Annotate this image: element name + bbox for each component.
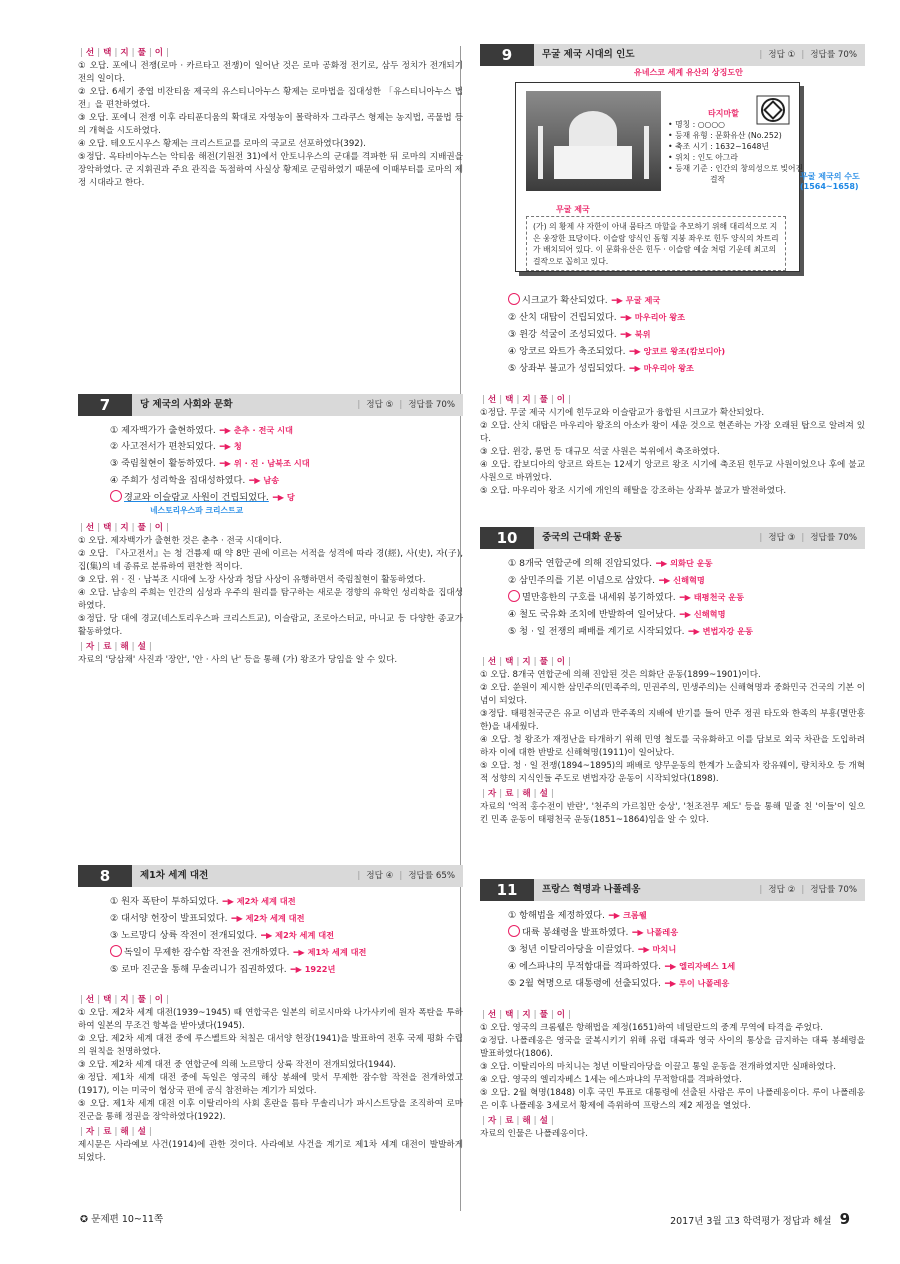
q11-tag: | 선 | 택 | 지 | 풀 | 이 | bbox=[482, 1010, 572, 1020]
q7-expl-5: ⑤정답. 당 대에 경교(네스토리우스파 크리스트교), 이슬람교, 조로아스터교, 마니교 등 다양한 종교가 활동하였다. bbox=[78, 614, 463, 637]
q9-choice-5: ⑤ 상좌부 불교가 성립되었다. ━▶ 마우리아 왕조 bbox=[508, 363, 694, 374]
q11-expl-5: ⑤ 오답. 2월 혁명(1848) 이후 국민 투표로 대통령에 선출된 사람은 루이 나폴레옹이다. 루이 나폴레옹은 이후 나폴레옹 3세로서 황제에 즉위하여 프랑스의 제2 제정을 열었다. bbox=[480, 1088, 865, 1111]
q8-expl-2: ② 오답. 제2차 세계 대전 중에 루스벨트와 처칠은 대서양 헌장(1941)을 발표하여 전후 국제 평화 수립의 원칙을 천명하였다. bbox=[78, 1034, 463, 1057]
q8-answer: | 정답 ④ | 정답률 65% bbox=[357, 871, 455, 881]
q10-expl-4: ④ 오답. 청 왕조가 재정난을 타개하기 위해 민영 철도를 국유화하고 이를 담보로 외국 차관을 도입하려 하자 이에 대한 반발로 신해혁명(1911)이 일어났다. bbox=[480, 735, 865, 758]
q10-expl-2: ② 오답. 쑨원이 제시한 삼민주의(민족주의, 민권주의, 민생주의)는 신해혁명과 중화민국 건국의 기본 이념이 되었다. bbox=[480, 683, 865, 706]
unesco-callout: 유네스코 세계 유산의 상징도안 bbox=[634, 68, 743, 77]
q10-choice-2: ② 삼민주의를 기본 이념으로 삼았다. ━▶ 신해혁명 bbox=[508, 575, 705, 586]
q8-tag: | 선 | 택 | 지 | 풀 | 이 | bbox=[80, 995, 170, 1005]
q7-explanation bbox=[78, 522, 463, 667]
q7-choice-4: ④ 주희가 성리학을 집대성하였다. ━▶ 남송 bbox=[110, 475, 280, 486]
q11-data-tag: | 자 | 료 | 해 | 설 | bbox=[482, 1116, 555, 1126]
q7-sub-note: 네스토리우스파 크리스트교 bbox=[150, 506, 244, 515]
q9-number: 9 bbox=[480, 44, 534, 66]
answer-check-icon bbox=[110, 945, 122, 957]
q11-expl-4: ④ 오답. 영국의 엘리자베스 1세는 에스파냐의 무적함대를 격파하였다. bbox=[480, 1075, 742, 1085]
q10-title: 중국의 근대화 운동 bbox=[542, 532, 623, 543]
q11-choice-4: ④ 에스파냐의 무적함대를 격파하였다. ━▶ 엘리자베스 1세 bbox=[508, 961, 736, 972]
mughal-callout: 무굴 제국 bbox=[556, 205, 590, 214]
q7-title: 당 제국의 사회와 문화 bbox=[140, 399, 233, 410]
q6-line-5: ⑤정답. 옥타비아누스는 악티움 해전(기원전 31)에서 안토니우스의 군대를 격파한 뒤 로마의 지배권을 장악하였다. 군 지휘권과 주요 관직을 독점하여 사실상 황제로 군림하였기 때문에 이때부터를 로마의 제정 시대라고 한다. bbox=[78, 152, 463, 188]
answer-check-icon bbox=[508, 293, 520, 305]
q11-expl-3: ③ 오답. 이탈리아의 마치니는 청년 이탈리아당을 이끌고 통일 운동을 전개하였지만 실패하였다. bbox=[480, 1062, 836, 1072]
q8-expl-5: ⑤ 오답. 제1차 세계 대전 이후 이탈리아의 사회 혼란을 틈타 무솔리니가 파시스트당을 조직하여 로마 진군을 통해 정권을 장악하였다(1922). bbox=[78, 1099, 463, 1122]
q11-choice-5: ⑤ 2월 혁명으로 대통령에 선출되었다. ━▶ 루이 나폴레옹 bbox=[508, 978, 730, 989]
q8-title: 제1차 세계 대전 bbox=[140, 870, 209, 881]
q9-choice-1: 시크교가 확산되었다. ━▶ 무굴 제국 bbox=[508, 292, 660, 309]
bullet-icon: ✪ bbox=[80, 1214, 92, 1225]
q7-expl-4: ④ 오답. 남송의 주희는 인간의 심성과 우주의 원리를 탐구하는 새로운 경향의 유학인 성리학을 집대성하였다. bbox=[78, 588, 463, 611]
q10-data-text: 자료의 '억적 홍수전이 반란', '천주의 가르침만 숭상', '천조전무 제도' 등을 통해 밑줄 친 '이들'이 일으킨 민족 운동이 태평천국 운동(1851~1864)임을 알 수 있다. bbox=[480, 802, 865, 825]
q10-header bbox=[480, 527, 865, 549]
q8-expl-4: ④정답. 제1차 세계 대전 중에 독일은 영국의 해상 봉쇄에 맞서 무제한 잠수함 작전을 전개하였고(1917), 이는 미국이 협상국 편에 공식 참전하는 계기가 되었다. bbox=[78, 1073, 463, 1096]
q10-expl-3: ③정답. 태평천국군은 유교 이념과 만주족의 지배에 반기를 들어 만주 정권 타도와 한족의 부흥(멸만흥한)을 내세웠다. bbox=[480, 709, 865, 732]
footer-right: 2017년 3월 고3 학력평가 정답과 해설 9 bbox=[670, 1210, 850, 1228]
q9-choice-2: ② 산치 대탑이 건립되었다. ━▶ 마우리아 왕조 bbox=[508, 312, 686, 323]
q10-expl-5: ⑤ 오답. 청 · 일 전쟁(1894~1895)의 패배로 양무운동의 한계가 노출되자 캉유웨이, 량치차오 등 개혁적 성향의 지식인들 주도로 변법자강 운동이 시작되었다(1898). bbox=[480, 761, 865, 784]
q9-title: 무굴 제국 시대의 인도 bbox=[542, 49, 635, 60]
q7-answer: | 정답 ⑤ | 정답률 70% bbox=[357, 400, 455, 410]
q9-expl-3: ③ 오답. 윈강, 룽먼 등 대규모 석굴 사원은 북위에서 축조하였다. bbox=[480, 447, 720, 457]
q6-explanation bbox=[78, 47, 463, 190]
q7-expl-2: ② 오답. 『사고전서』는 청 건륭제 때 약 8만 권에 이르는 서적을 성격에 따라 경(經), 사(史), 자(子), 집(集)의 네 종류로 분류하여 편찬한 적이다. bbox=[78, 549, 463, 572]
q11-expl-2: ②정답. 나폴레옹은 영국을 굴복시키기 위해 유럽 대륙과 영국 사이의 통상을 금지하는 대륙 봉쇄령을 발표하였다(1806). bbox=[480, 1036, 865, 1059]
q9-expl-2: ② 오답. 산치 대탑은 마우리아 왕조의 아소카 왕이 세운 것으로 현존하는 가장 오래된 탑으로 알려져 있다. bbox=[480, 421, 865, 444]
q8-expl-3: ③ 오답. 제2차 세계 대전 중 연합군에 의해 노르망디 상륙 작전이 전개되었다(1944). bbox=[78, 1060, 397, 1070]
q7-choice-1: ① 제자백가가 출현하였다. ━▶ 춘추 · 전국 시대 bbox=[110, 425, 293, 436]
q7-expl-3: ③ 오답. 위 · 진 · 남북조 시대에 노장 사상과 청담 사상이 유행하면서 죽림칠현이 활동하였다. bbox=[78, 575, 426, 585]
q10-choice-5: ⑤ 청 · 일 전쟁의 패배를 계기로 시작되었다. ━▶ 변법자강 운동 bbox=[508, 626, 753, 637]
answer-check-icon bbox=[508, 925, 520, 937]
q10-number: 10 bbox=[480, 527, 534, 549]
q9-expl-5: ⑤ 오답. 마우리아 왕조 시기에 개인의 해탈을 강조하는 상좌부 불교가 발전하였다. bbox=[480, 486, 787, 496]
q6-line-4: ④ 오답. 테오도시우스 황제는 크리스트교를 로마의 국교로 선포하였다(392). bbox=[78, 139, 366, 149]
q10-choice-4: ④ 철도 국유화 조치에 반발하여 일어났다. ━▶ 신해혁명 bbox=[508, 609, 726, 620]
q7-tag: | 선 | 택 | 지 | 풀 | 이 | bbox=[80, 523, 170, 533]
q9-header bbox=[480, 44, 865, 66]
q11-expl-1: ① 오답. 영국의 크롬웰은 항해법을 제정(1651)하여 네덜란드의 중계 무역에 타격을 주었다. bbox=[480, 1023, 824, 1033]
q11-choice-2: 대륙 봉쇄령을 발표하였다. ━▶ 나폴레옹 bbox=[508, 924, 678, 941]
q9-choice-3: ③ 윈강 석굴이 조성되었다. ━▶ 북위 bbox=[508, 329, 651, 340]
footer-left: ✪ 문제편 10~11쪽 bbox=[80, 1214, 164, 1225]
q8-expl-1: ① 오답. 제2차 세계 대전(1939~1945) 때 연합국은 일본의 히로시마와 나가사키에 원자 폭탄을 투하하여 일본의 무조건 항복을 받아냈다(1945). bbox=[78, 1008, 463, 1031]
heritage-description: (가) 의 황제 샤 자한이 아내 뭄타즈 마할을 추모하기 위해 대리석으로 지은 웅장한 묘당이다. 이슬람 양식인 돔형 지붕 좌우로 힌두 양식의 차트리가 배치되어 있다. 이 문화유산은 힌두 · 이슬람 예술 처럼 기운데 최고의 걸작으로 꼽히고 있다. bbox=[526, 216, 786, 271]
q9-expl-1: ①정답. 무굴 제국 시기에 힌두교와 이슬람교가 융합된 시크교가 확산되었다. bbox=[480, 408, 765, 418]
q11-title: 프랑스 혁명과 나폴레옹 bbox=[542, 884, 641, 895]
q8-data-tag: | 자 | 료 | 해 | 설 | bbox=[80, 1127, 153, 1137]
q6-tag: | 선 | 택 | 지 | 풀 | 이 | bbox=[80, 48, 170, 58]
q8-choice-5: ⑤ 로마 진군을 통해 무솔리니가 집권하였다. ━▶ 1922년 bbox=[110, 964, 336, 975]
q11-choice-1: ① 항해법을 제정하였다. ━▶ 크롬웰 bbox=[508, 910, 647, 921]
q10-answer: | 정답 ③ | 정답률 70% bbox=[759, 533, 857, 543]
q10-choice-3: 멸만흥한의 구호를 내세워 봉기하였다. ━▶ 태평천국 운동 bbox=[508, 589, 744, 606]
q6-line-3: ③ 오답. 포에니 전쟁 이후 라티푼디움의 확대로 자영농이 몰락하자 그라쿠스 형제는 농지법, 곡물법 등의 개혁을 시도하였다. bbox=[78, 113, 463, 136]
q11-number: 11 bbox=[480, 879, 534, 901]
q7-choice-2: ② 사고전서가 편찬되었다. ━▶ 청 bbox=[110, 441, 242, 452]
q10-choice-1: ① 8개국 연합군에 의해 진압되었다. ━▶ 의화단 운동 bbox=[508, 558, 713, 569]
q7-number: 7 bbox=[78, 394, 132, 416]
q11-data-text: 자료의 인물은 나폴레옹이다. bbox=[480, 1129, 588, 1139]
q10-explanation bbox=[480, 656, 865, 827]
q9-expl-4: ④ 오답. 캄보디아의 앙코르 와트는 12세기 앙코르 왕조 시기에 축조된 힌두교 사원이었으나 후에 불교 사원으로 바뀌었다. bbox=[480, 460, 865, 483]
taj-mahal-photo bbox=[526, 91, 661, 191]
q6-line-1: ① 오답. 포에니 전쟁(로마 · 카르타고 전쟁)이 일어난 것은 로마 공화정 전기로, 삼두 정치가 전개되기 전의 일이다. bbox=[78, 61, 463, 84]
taj-callout: 타지마할 bbox=[708, 109, 739, 118]
q9-choice-4: ④ 앙코르 와트가 축조되었다. ━▶ 앙코르 왕조(캄보디아) bbox=[508, 346, 726, 357]
heritage-info: • 명칭 : ○○○○ • 등재 유형 : 문화유산 (No.252) • 축조 시기 : 1632~1648년 • 위치 : 인도 아그라 • 등재 기준 : 인간의 창의성으로 빚어진 걸작 bbox=[668, 120, 804, 184]
q9-answer: | 정답 ① | 정답률 70% bbox=[759, 50, 857, 60]
answer-check-icon bbox=[110, 490, 122, 502]
q8-header bbox=[78, 865, 463, 887]
q8-choice-1: ① 원자 폭탄이 투하되었다. ━▶ 제2차 세계 대전 bbox=[110, 896, 296, 907]
q8-choice-2: ② 대서양 헌장이 발표되었다. ━▶ 제2차 세계 대전 bbox=[110, 913, 305, 924]
page-number: 9 bbox=[839, 1210, 850, 1228]
q6-line-2: ② 오답. 6세기 중엽 비잔티움 제국의 유스티니아누스 황제는 로마법을 집대성한 「유스티니아누스 법전」을 편찬하였다. bbox=[78, 87, 463, 110]
q10-data-tag: | 자 | 료 | 해 | 설 | bbox=[482, 789, 555, 799]
q11-answer: | 정답 ② | 정답률 70% bbox=[759, 885, 857, 895]
q9-tag: | 선 | 택 | 지 | 풀 | 이 | bbox=[482, 395, 572, 405]
q10-tag: | 선 | 택 | 지 | 풀 | 이 | bbox=[482, 657, 572, 667]
q8-choice-4: 독일이 무제한 잠수함 작전을 전개하였다. ━▶ 제1차 세계 대전 bbox=[110, 944, 366, 961]
q10-expl-1: ① 오답. 8개국 연합군에 의해 진압된 것은 의화단 운동(1899~1901)이다. bbox=[480, 670, 761, 680]
taj-mahal-figure bbox=[515, 82, 804, 272]
q11-explanation bbox=[480, 1009, 865, 1141]
q7-data-text: 자료의 '당삼채' 사진과 '장안', '안 · 사의 난' 등을 통해 (가) 왕조가 당임을 알 수 있다. bbox=[78, 655, 398, 665]
q7-expl-1: ① 오답. 제자백가가 출현한 것은 춘추 · 전국 시대이다. bbox=[78, 536, 282, 546]
q11-header bbox=[480, 879, 865, 901]
q7-choice-5: 경교와 이슬람교 사원이 건립되었다. ━▶ 당 bbox=[110, 489, 295, 506]
q8-explanation bbox=[78, 994, 463, 1165]
q8-number: 8 bbox=[78, 865, 132, 887]
answer-check-icon bbox=[508, 590, 520, 602]
capital-note: 무굴 제국의 수도 (1564~1658) bbox=[800, 172, 860, 191]
q8-data-text: 제시문은 사라예보 사건(1914)에 관한 것이다. 사라예보 사건을 계기로 제1차 세계 대전이 발발하게 되었다. bbox=[78, 1140, 463, 1163]
q9-explanation bbox=[480, 394, 865, 498]
q7-header bbox=[78, 394, 463, 416]
q8-choice-3: ③ 노르망디 상륙 작전이 전개되었다. ━▶ 제2차 세계 대전 bbox=[110, 930, 335, 941]
q7-choice-3: ③ 죽림칠현이 활동하였다. ━▶ 위 · 진 · 남북조 시대 bbox=[110, 458, 310, 469]
q7-data-tag: | 자 | 료 | 해 | 설 | bbox=[80, 642, 153, 652]
q11-choice-3: ③ 청년 이탈리아당을 이끌었다. ━▶ 마치니 bbox=[508, 944, 677, 955]
